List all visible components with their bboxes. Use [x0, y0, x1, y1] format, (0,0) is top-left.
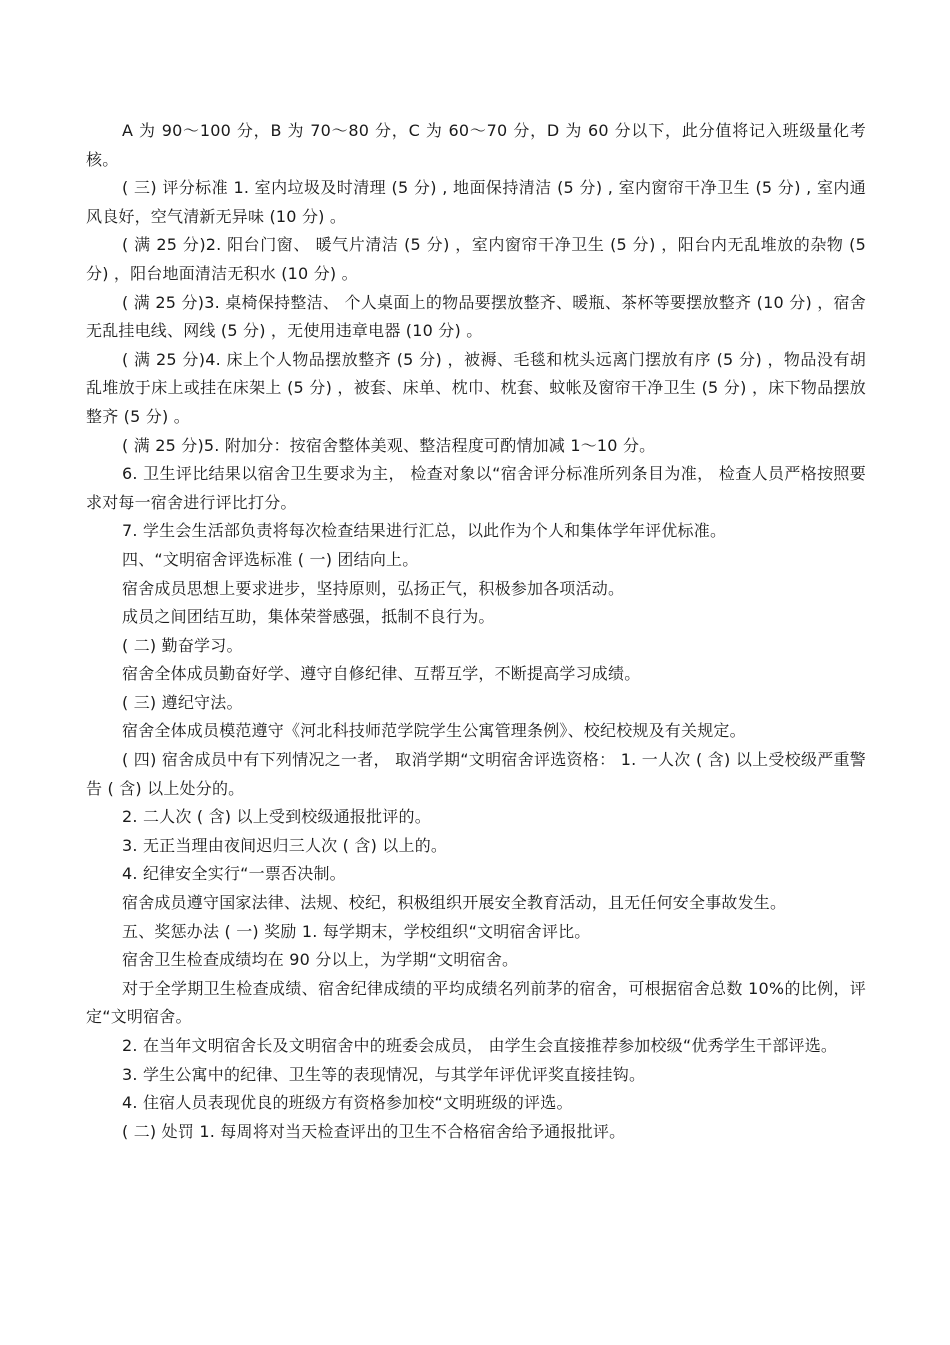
- subheading-law-abiding: ( 三) 遵纪守法。: [122, 692, 243, 712]
- paragraph-reward-ranking: 对于全学期卫生检查成绩、宿舍纪律成绩的平均成绩名列前茅的宿舍，可根据宿舍总数 10%的比例，评定“文明宿舍。: [86, 978, 866, 1027]
- paragraph-penalty-1: ( 二) 处罚 1. 每周将对当天检查评出的卫生不合格宿舍给予通报批评。: [122, 1121, 626, 1141]
- paragraph-rule-7: 7. 学生会生活部负责将每次检查结果进行汇总，以此作为个人和集体学年评优标准。: [122, 521, 727, 541]
- paragraph-grade-scale: A 为 90～100 分，B 为 70～80 分，C 为 60～70 分，D 为 60 分以下，此分值将记入班级量化考核。: [86, 121, 866, 169]
- paragraph-rule-6: 6. 卫生评比结果以宿舍卫生要求为主， 检查对象以“宿舍评分标准所列条目为准， 检查人员严格按照要求对每一宿舍进行评比打分。: [86, 464, 866, 512]
- paragraph-scoring-standard-3: ( 满 25 分)3. 桌椅保持整洁、 个人桌面上的物品要摆放整齐、暖瓶、茶杯等要摆放整齐 (10 分) ，宿舍无乱挂电线、网线 (5 分) ，无使用违章电器 (10 分) 。: [86, 292, 866, 341]
- paragraph-law-abiding: 宿舍全体成员模范遵守《河北科技师范学院学生公寓管理条例》、校纪校规及有关规定。: [122, 721, 746, 741]
- paragraph-scoring-standard-1: ( 三) 评分标准 1. 室内垃圾及时清理 (5 分) , 地面保持清洁 (5 分) , 室内窗帘干净卫生 (5 分) , 室内通风良好，空气清新无异味 (10 分) 。: [86, 178, 866, 226]
- paragraph-reward-4: 4. 住宿人员表现优良的班级方有资格参加校“文明班级的评选。: [122, 1093, 573, 1113]
- subheading-diligent-study: ( 二) 勤奋学习。: [122, 635, 243, 655]
- paragraph-scoring-standard-2: ( 满 25 分)2. 阳台门窗、 暖气片清洁 (5 分) ，室内窗帘干净卫生 (5 分) ，阳台内无乱堆放的杂物 (5 分) ，阳台地面清洁无积水 (10 分) 。: [86, 235, 866, 283]
- document-body: [86, 117, 866, 1146]
- paragraph-safety: 宿舍成员遵守国家法律、法规、校纪，积极组织开展安全教育活动，且无任何安全事故发生。: [122, 893, 787, 913]
- paragraph-unity-1: 宿舍成员思想上要求进步，坚持原则，弘扬正气，积极参加各项活动。: [122, 578, 625, 598]
- paragraph-disqualification: ( 四) 宿舍成员中有下列情况之一者， 取消学期“文明宿舍评选资格： 1. 一人次 ( 含) 以上受校级严重警告 ( 含) 以上处分的。: [86, 750, 866, 798]
- paragraph-disqualification-4: 4. 纪律安全实行“一票否决制。: [122, 864, 346, 884]
- paragraph-disqualification-2: 2. 二人次 ( 含) 以上受到校级通报批评的。: [122, 807, 431, 827]
- paragraph-reward-3: 3. 学生公寓中的纪律、卫生等的表现情况，与其学年评优评奖直接挂钩。: [122, 1064, 646, 1084]
- paragraph-reward-score: 宿舍卫生检查成绩均在 90 分以上，为学期“文明宿舍。: [122, 950, 519, 970]
- paragraph-scoring-standard-4: ( 满 25 分)4. 床上个人物品摆放整齐 (5 分) ，被褥、毛毯和枕头远离门摆放有序 (5 分) ，物品没有胡乱堆放于床上或挂在床架上 (5 分) ，被套、床单、枕巾、枕套、蚊帐及窗帘干净卫生 (5 分) ，床下物品摆放整齐 (5 分) 。: [86, 349, 866, 426]
- paragraph-reward-2: 2. 在当年文明宿舍长及文明宿舍中的班委会成员， 由学生会直接推荐参加校级“优秀学生干部评选。: [122, 1036, 838, 1055]
- paragraph-diligent-study: 宿舍全体成员勤奋好学、遵守自修纪律、互帮互学，不断提高学习成绩。: [122, 664, 641, 684]
- section-heading-civilized-dorm-criteria: 四、“文明宿舍评选标准 ( 一) 团结向上。: [122, 549, 419, 569]
- paragraph-scoring-standard-5: ( 满 25 分)5. 附加分：按宿舍整体美观、整洁程度可酌情加减 1～10 分。: [122, 435, 656, 455]
- paragraph-disqualification-3: 3. 无正当理由夜间迟归三人次 ( 含) 以上的。: [122, 835, 448, 855]
- paragraph-unity-2: 成员之间团结互助，集体荣誉感强，抵制不良行为。: [122, 607, 495, 627]
- section-heading-rewards-penalties: 五、奖惩办法 ( 一) 奖励 1. 每学期末，学校组织“文明宿舍评比。: [122, 921, 591, 941]
